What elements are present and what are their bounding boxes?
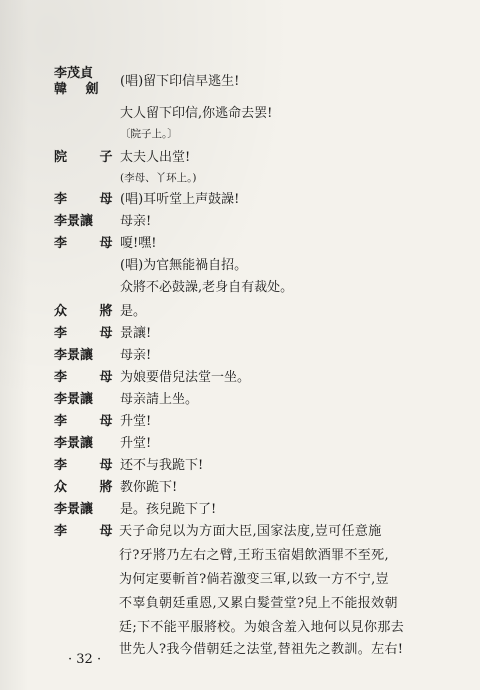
script-line: [0, 234, 480, 254]
stage-direction: (李母、丫环上。): [120, 172, 197, 184]
speaker-name: 李 母: [54, 192, 127, 207]
dialogue-text: 母亲請上坐。: [120, 392, 199, 407]
dialogue-text: 众將不必鼓譟,老身自有裁处。: [120, 280, 294, 295]
speaker-name: 院 子: [54, 150, 127, 165]
dialogue-text: (唱)为官無能禍自招。: [120, 258, 248, 273]
dialogue-text: 是。: [120, 304, 147, 319]
speaker-name: 李景讓: [54, 348, 94, 363]
script-line: [0, 190, 480, 210]
script-line: [0, 148, 480, 168]
script-line: [0, 74, 480, 100]
speaker-name: 李景讓: [54, 502, 94, 517]
script-line: [0, 346, 480, 366]
script-line: [0, 168, 480, 188]
script-line: [0, 368, 480, 388]
script-line: [0, 570, 480, 590]
speaker-name: 李 母: [54, 326, 127, 341]
dialogue-text: 天子命兒以为方面大臣,国家法度,豈可任意施: [119, 524, 382, 539]
dialogue-text: 世先人?我今借朝廷之法堂,替祖先之教訓。左右!: [119, 642, 404, 657]
script-line: [0, 124, 480, 144]
dialogue-text: 母亲!: [120, 214, 152, 229]
dialogue-text: 嗄!嘿!: [120, 236, 157, 251]
script-line: [0, 324, 480, 344]
dialogue-text: (唱)耳听堂上声鼓譟!: [120, 192, 240, 207]
speaker-name: 李景讓: [54, 436, 94, 451]
script-line: [0, 302, 480, 322]
dialogue-text: 母亲!: [120, 348, 152, 363]
dialogue-text: 是。孩兒跪下了!: [120, 502, 217, 517]
page-number: · 32 ·: [68, 652, 102, 667]
speaker-name: 李景讓: [54, 392, 94, 407]
dialogue-text: 升堂!: [120, 414, 152, 429]
script-line: [0, 434, 480, 454]
script-line: [0, 618, 480, 638]
script-line: [0, 478, 480, 498]
script-line: [0, 278, 480, 298]
script-line: [0, 104, 480, 124]
dialogue-text: 不辜負朝廷重恩,又累白髮萱堂?兒上不能报效朝: [119, 596, 398, 611]
speaker-name: 李 母: [54, 458, 127, 473]
speaker-name: 韓 劍: [54, 82, 106, 97]
dialogue-text: 还不与我跪下!: [120, 458, 204, 473]
speaker-name: 李 母: [54, 414, 127, 429]
speaker-name: 李景讓: [54, 214, 94, 229]
script-line: [0, 390, 480, 410]
dialogue-text: 升堂!: [120, 436, 152, 451]
script-line: [0, 594, 480, 614]
speaker-name: 李 母: [54, 370, 127, 385]
script-line: [0, 546, 480, 566]
dialogue-text: 景讓!: [120, 326, 152, 341]
dialogue-text: 教你跪下!: [120, 480, 178, 495]
speaker-name: 李 母: [54, 236, 127, 251]
dialogue-text: 为何定要斬首?倘若激变三軍,以致一方不宁,豈: [119, 572, 389, 587]
dialogue-text: 行?牙將乃左右之臂,王珩玉宿娼飲酒罪不至死,: [119, 548, 389, 563]
stage-direction: 〔院子上。〕: [120, 128, 178, 140]
script-line: [0, 412, 480, 432]
speaker-name: 众 將: [54, 480, 127, 495]
script-line: [0, 456, 480, 476]
script-line: [0, 522, 480, 542]
dialogue-text: 廷;下不能平服將校。为娘含羞入地何以見你那去: [119, 620, 405, 635]
speaker-name: 李茂貞: [54, 66, 94, 81]
speaker-name: 众 將: [54, 304, 127, 319]
dialogue-text: 为娘要借兒法堂一坐。: [120, 370, 251, 385]
dialogue-text: 太夫人出堂!: [120, 150, 191, 165]
dialogue-text: 大人留下印信,你逃命去罢!: [120, 106, 273, 121]
script-line: [0, 212, 480, 232]
script-line: [0, 256, 480, 276]
speaker-name: 李 母: [54, 524, 127, 539]
dialogue-text: (唱)留下印信早逃生!: [120, 74, 240, 89]
script-line: [0, 500, 480, 520]
